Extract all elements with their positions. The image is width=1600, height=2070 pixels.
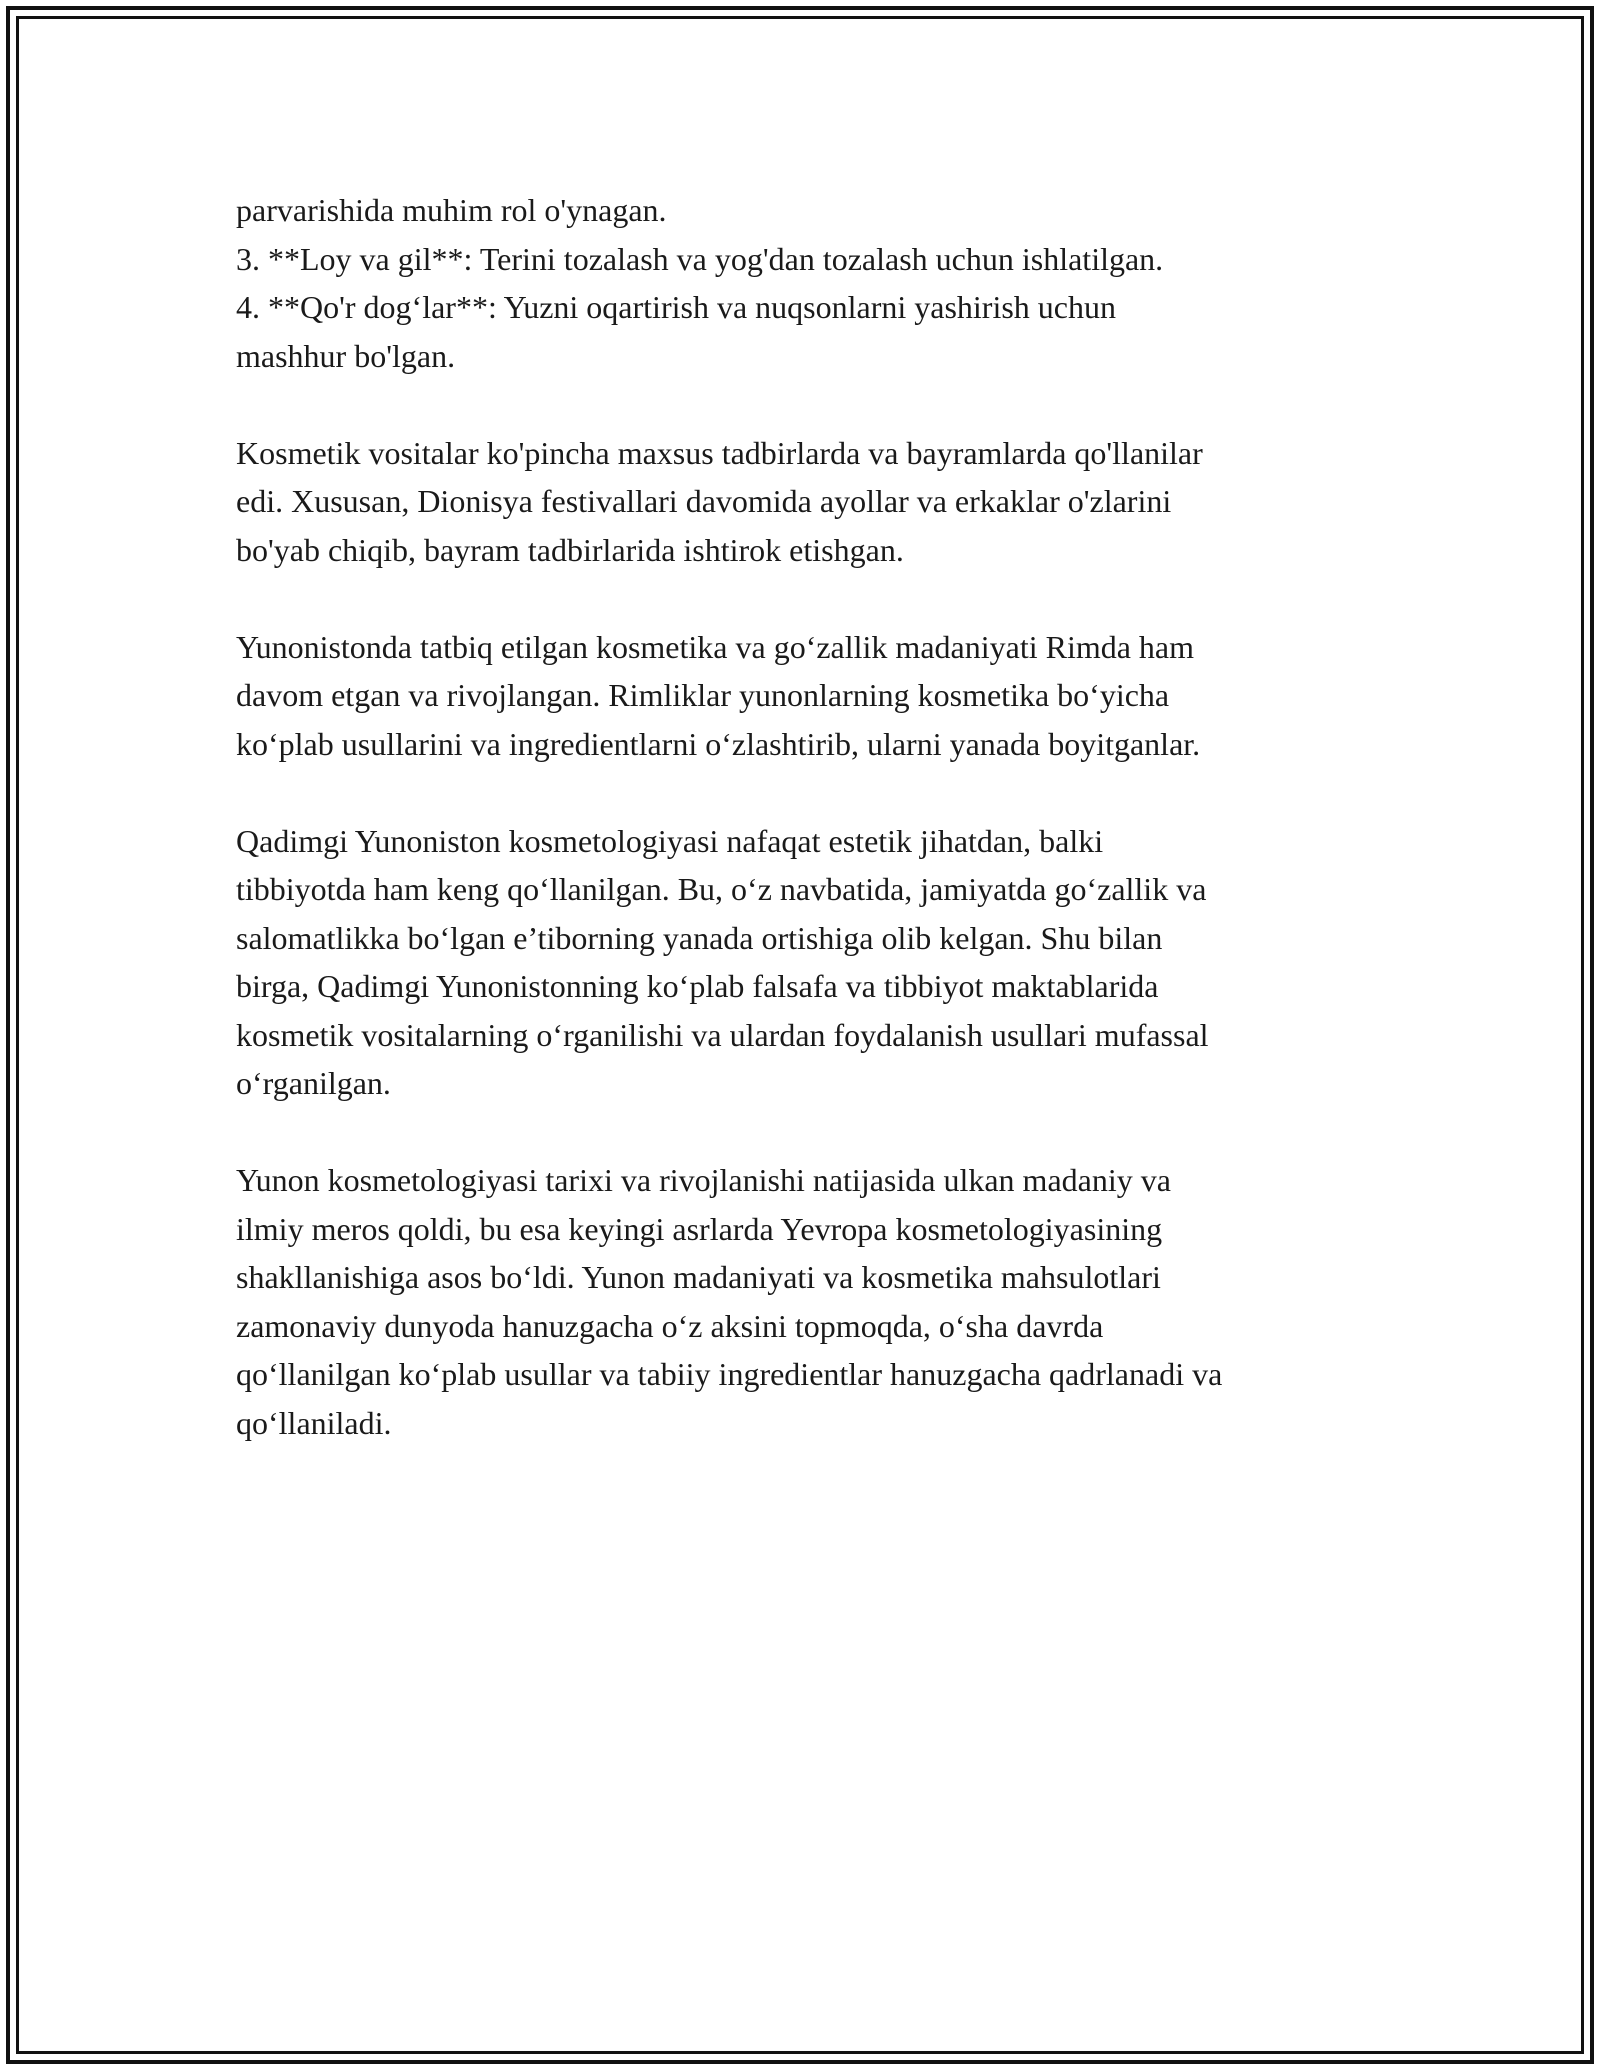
text-line: mashhur bo'lgan.	[236, 337, 456, 374]
text-line: edi. Xususan, Dionisya festivallari davomida ayollar va erkaklar o'zlarini	[236, 483, 1172, 519]
paragraph-festivals	[236, 429, 1386, 575]
list-continuation	[236, 186, 1386, 380]
text-line: ko‘plab usullarini va ingredientlarni o‘zlashtirib, ularni yanada boyitganlar.	[236, 725, 1201, 762]
text-line: kosmetik vositalarning o‘rganilishi va ulardan foydalanish usullari mufassal	[236, 1016, 1209, 1053]
paragraph-medicine	[236, 817, 1386, 1108]
text-line: ilmiy meros qoldi, bu esa keyingi asrlarda Yevropa kosmetologiyasining	[236, 1210, 1163, 1247]
text-line: Kosmetik vositalar ko'pincha maxsus tadbirlarda va bayramlarda qo'llanilar	[236, 434, 1203, 471]
text-line: Yunon kosmetologiyasi tarixi va rivojlanishi natijasida ulkan madaniy va	[236, 1162, 1171, 1198]
list-item-qor-doglar: 4. **Qo'r dog‘lar**: Yuzni oqartirish va nuqsonlarni yashirish uchun	[236, 289, 1116, 325]
document-body	[236, 186, 1386, 1496]
list-item-loy-va-gil: 3. **Loy va gil**: Terini tozalash va yog'dan tozalash uchun ishlatilgan.	[236, 240, 1164, 277]
text-line: Qadimgi Yunoniston kosmetologiyasi nafaqat estetik jihatdan, balki	[236, 822, 1104, 859]
text-line: qo‘llaniladi.	[236, 1404, 392, 1441]
paragraph-legacy	[236, 1156, 1386, 1447]
paragraph-rome	[236, 623, 1386, 769]
text-line: Yunonistonda tatbiq etilgan kosmetika va go‘zallik madaniyati Rimda ham	[236, 628, 1195, 665]
text-line: parvarishida muhim rol o'ynagan.	[236, 192, 667, 228]
text-line: o‘rganilgan.	[236, 1065, 391, 1101]
text-line: shakllanishiga asos bo‘ldi. Yunon madaniyati va kosmetika mahsulotlari	[236, 1259, 1161, 1295]
text-line: zamonaviy dunyoda hanuzgacha o‘z aksini topmoqda, o‘sha davrda	[236, 1307, 1104, 1344]
text-line: salomatlikka bo‘lgan e’tiborning yanada ortishiga olib kelgan. Shu bilan	[236, 919, 1163, 956]
text-line: bo'yab chiqib, bayram tadbirlarida ishtirok etishgan.	[236, 531, 904, 568]
text-line: davom etgan va rivojlangan. Rimliklar yunonlarning kosmetika bo‘yicha	[236, 677, 1170, 713]
text-line: qo‘llanilgan ko‘plab usullar va tabiiy ingredientlar hanuzgacha qadrlanadi va	[236, 1356, 1223, 1392]
text-line: tibbiyotda ham keng qo‘llanilgan. Bu, o‘z navbatida, jamiyatda go‘zallik va	[236, 871, 1207, 907]
text-line: birga, Qadimgi Yunonistonning ko‘plab falsafa va tibbiyot maktablarida	[236, 968, 1159, 1004]
